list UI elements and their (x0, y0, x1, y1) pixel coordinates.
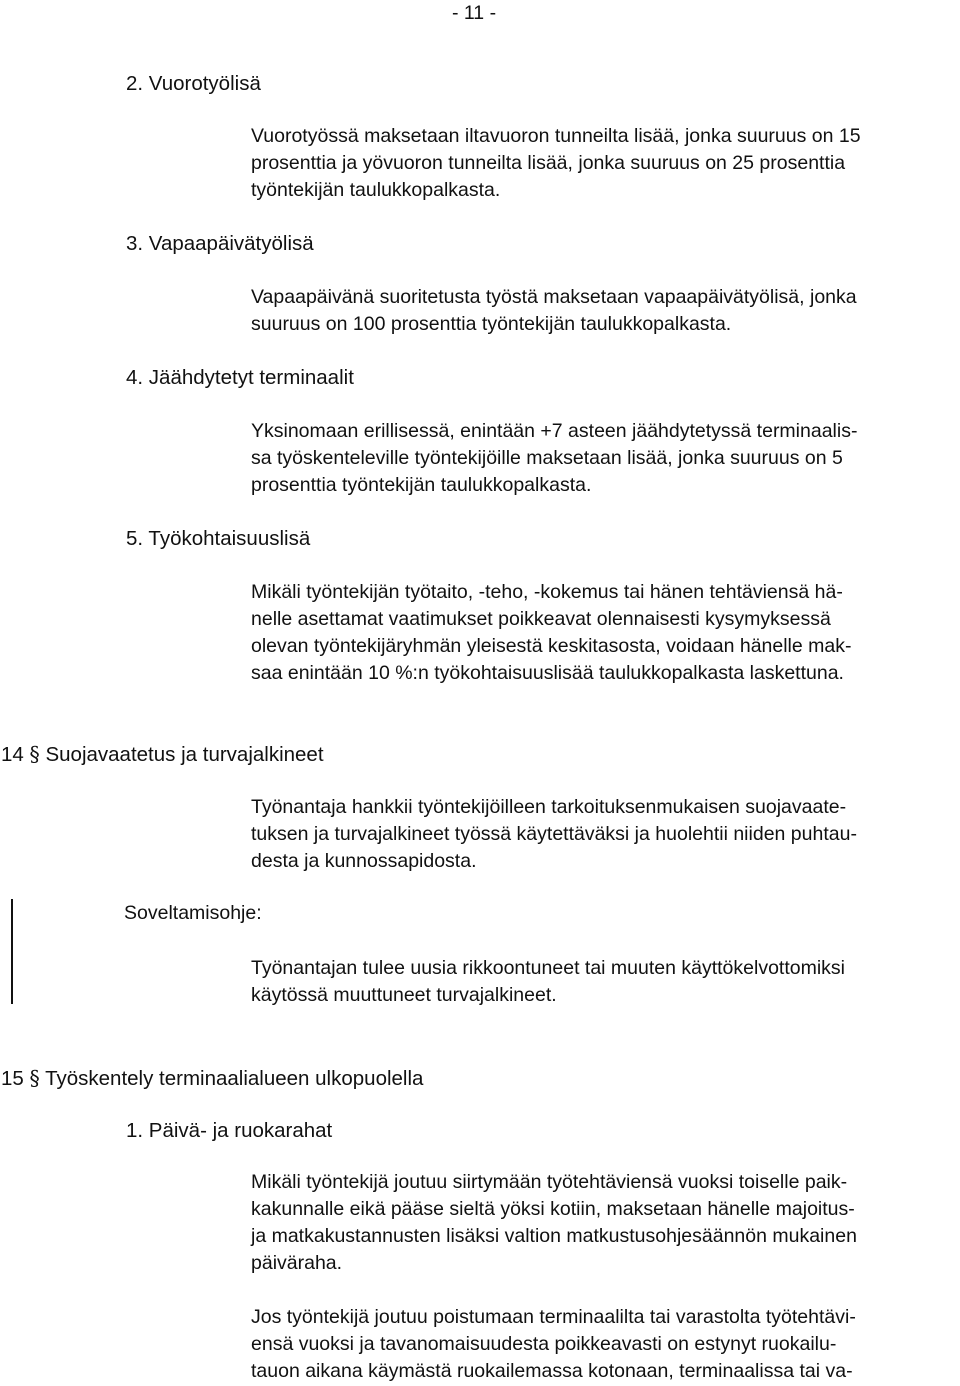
text-line: ensä vuoksi ja tavanomaisuudesta poikkeavasti on estynyt ruokailu- (251, 1333, 837, 1355)
application-note-label: Soveltamisohje: (124, 902, 262, 924)
section-15-para-1 (251, 1169, 857, 1277)
text-line: Vuorotyössä maksetaan iltavuoron tunneilta lisää, jonka suuruus on 15 (251, 125, 861, 147)
text-line: Työnantajan tulee uusia rikkoontuneet tai muuten käyttökelvottomiksi (251, 957, 846, 979)
text-line: sa työskenteleville työntekijöille maksetaan lisää, jonka suuruus on 5 (251, 447, 843, 469)
item-2-heading: 2. Vuorotyölisä (126, 72, 261, 95)
section-14-heading (1, 742, 324, 767)
item-4-text (251, 418, 857, 499)
item-5-heading: 5. Työkohtaisuuslisä (126, 527, 311, 550)
text-line: Työnantaja hankkii työntekijöilleen tarkoituksenmukaisen suojavaate- (251, 796, 847, 818)
section-14-text (251, 794, 857, 875)
text-line: olevan työntekijäryhmän yleisestä keskitasosta, voidaan hänelle mak- (251, 635, 852, 657)
section-15-sub-1-heading: 1. Päivä- ja ruokarahat (126, 1119, 333, 1142)
section-title: Työskentely terminaalialueen ulkopuolella (45, 1067, 424, 1090)
text-line: ja matkakustannusten lisäksi valtion matkustusohjesäännön mukainen (251, 1225, 857, 1247)
text-line: tuksen ja turvajalkineet työssä käytettäväksi ja huolehtii niiden puhtau- (251, 823, 857, 845)
section-number: 14 (1, 743, 24, 766)
item-5-text (251, 579, 851, 687)
text-line: tauon aikana käymästä ruokailemassa kotonaan, terminaalissa tai va- (251, 1360, 853, 1382)
text-line: kakunnalle eikä pääse sieltä yöksi kotiin, maksetaan hänelle majoitus- (251, 1198, 855, 1220)
section-sign: § (29, 1066, 40, 1090)
text-line: käytössä muuttuneet turvajalkineet. (251, 984, 557, 1006)
section-sign: § (29, 742, 40, 766)
section-15-heading (1, 1066, 423, 1091)
item-4-heading: 4. Jäähdytetyt terminaalit (126, 366, 354, 389)
text-line: prosenttia ja yövuoron tunneilta lisää, jonka suuruus on 25 prosenttia (251, 152, 846, 174)
page-number: - 11 - (452, 2, 497, 24)
text-line: saa enintään 10 %:n työkohtaisuuslisää taulukkopalkasta laskettuna. (251, 662, 844, 684)
application-note-text (251, 955, 845, 1009)
text-line: prosenttia työntekijän taulukkopalkasta. (251, 474, 592, 496)
item-3-heading: 3. Vapaapäivätyölisä (126, 232, 314, 255)
change-marker-bar (11, 899, 13, 1004)
section-number: 15 (1, 1067, 24, 1090)
text-line: nelle asettamat vaatimukset poikkeavat olennaisesti kysymyksessä (251, 608, 831, 630)
text-line: työntekijän taulukkopalkasta. (251, 179, 501, 201)
text-line: desta ja kunnossapidosta. (251, 850, 477, 872)
section-title: Suojavaatetus ja turvajalkineet (45, 743, 324, 766)
text-line: Mikäli työntekijän työtaito, -teho, -kokemus tai hänen tehtäviensä hä- (251, 581, 843, 603)
text-line: suuruus on 100 prosenttia työntekijän taulukkopalkasta. (251, 313, 732, 335)
section-15-para-2 (251, 1304, 856, 1385)
text-line: Yksinomaan erillisessä, enintään +7 asteen jäähdytetyssä terminaalis- (251, 420, 858, 442)
item-2-text (251, 123, 861, 204)
text-line: päiväraha. (251, 1252, 343, 1274)
item-3-text (251, 284, 857, 338)
text-line: Vapaapäivänä suoritetusta työstä maksetaan vapaapäivätyölisä, jonka (251, 286, 857, 308)
text-line: Jos työntekijä joutuu poistumaan terminaalilta tai varastolta työtehtävi- (251, 1306, 856, 1328)
text-line: Mikäli työntekijä joutuu siirtymään työtehtäviensä vuoksi toiselle paik- (251, 1171, 848, 1193)
